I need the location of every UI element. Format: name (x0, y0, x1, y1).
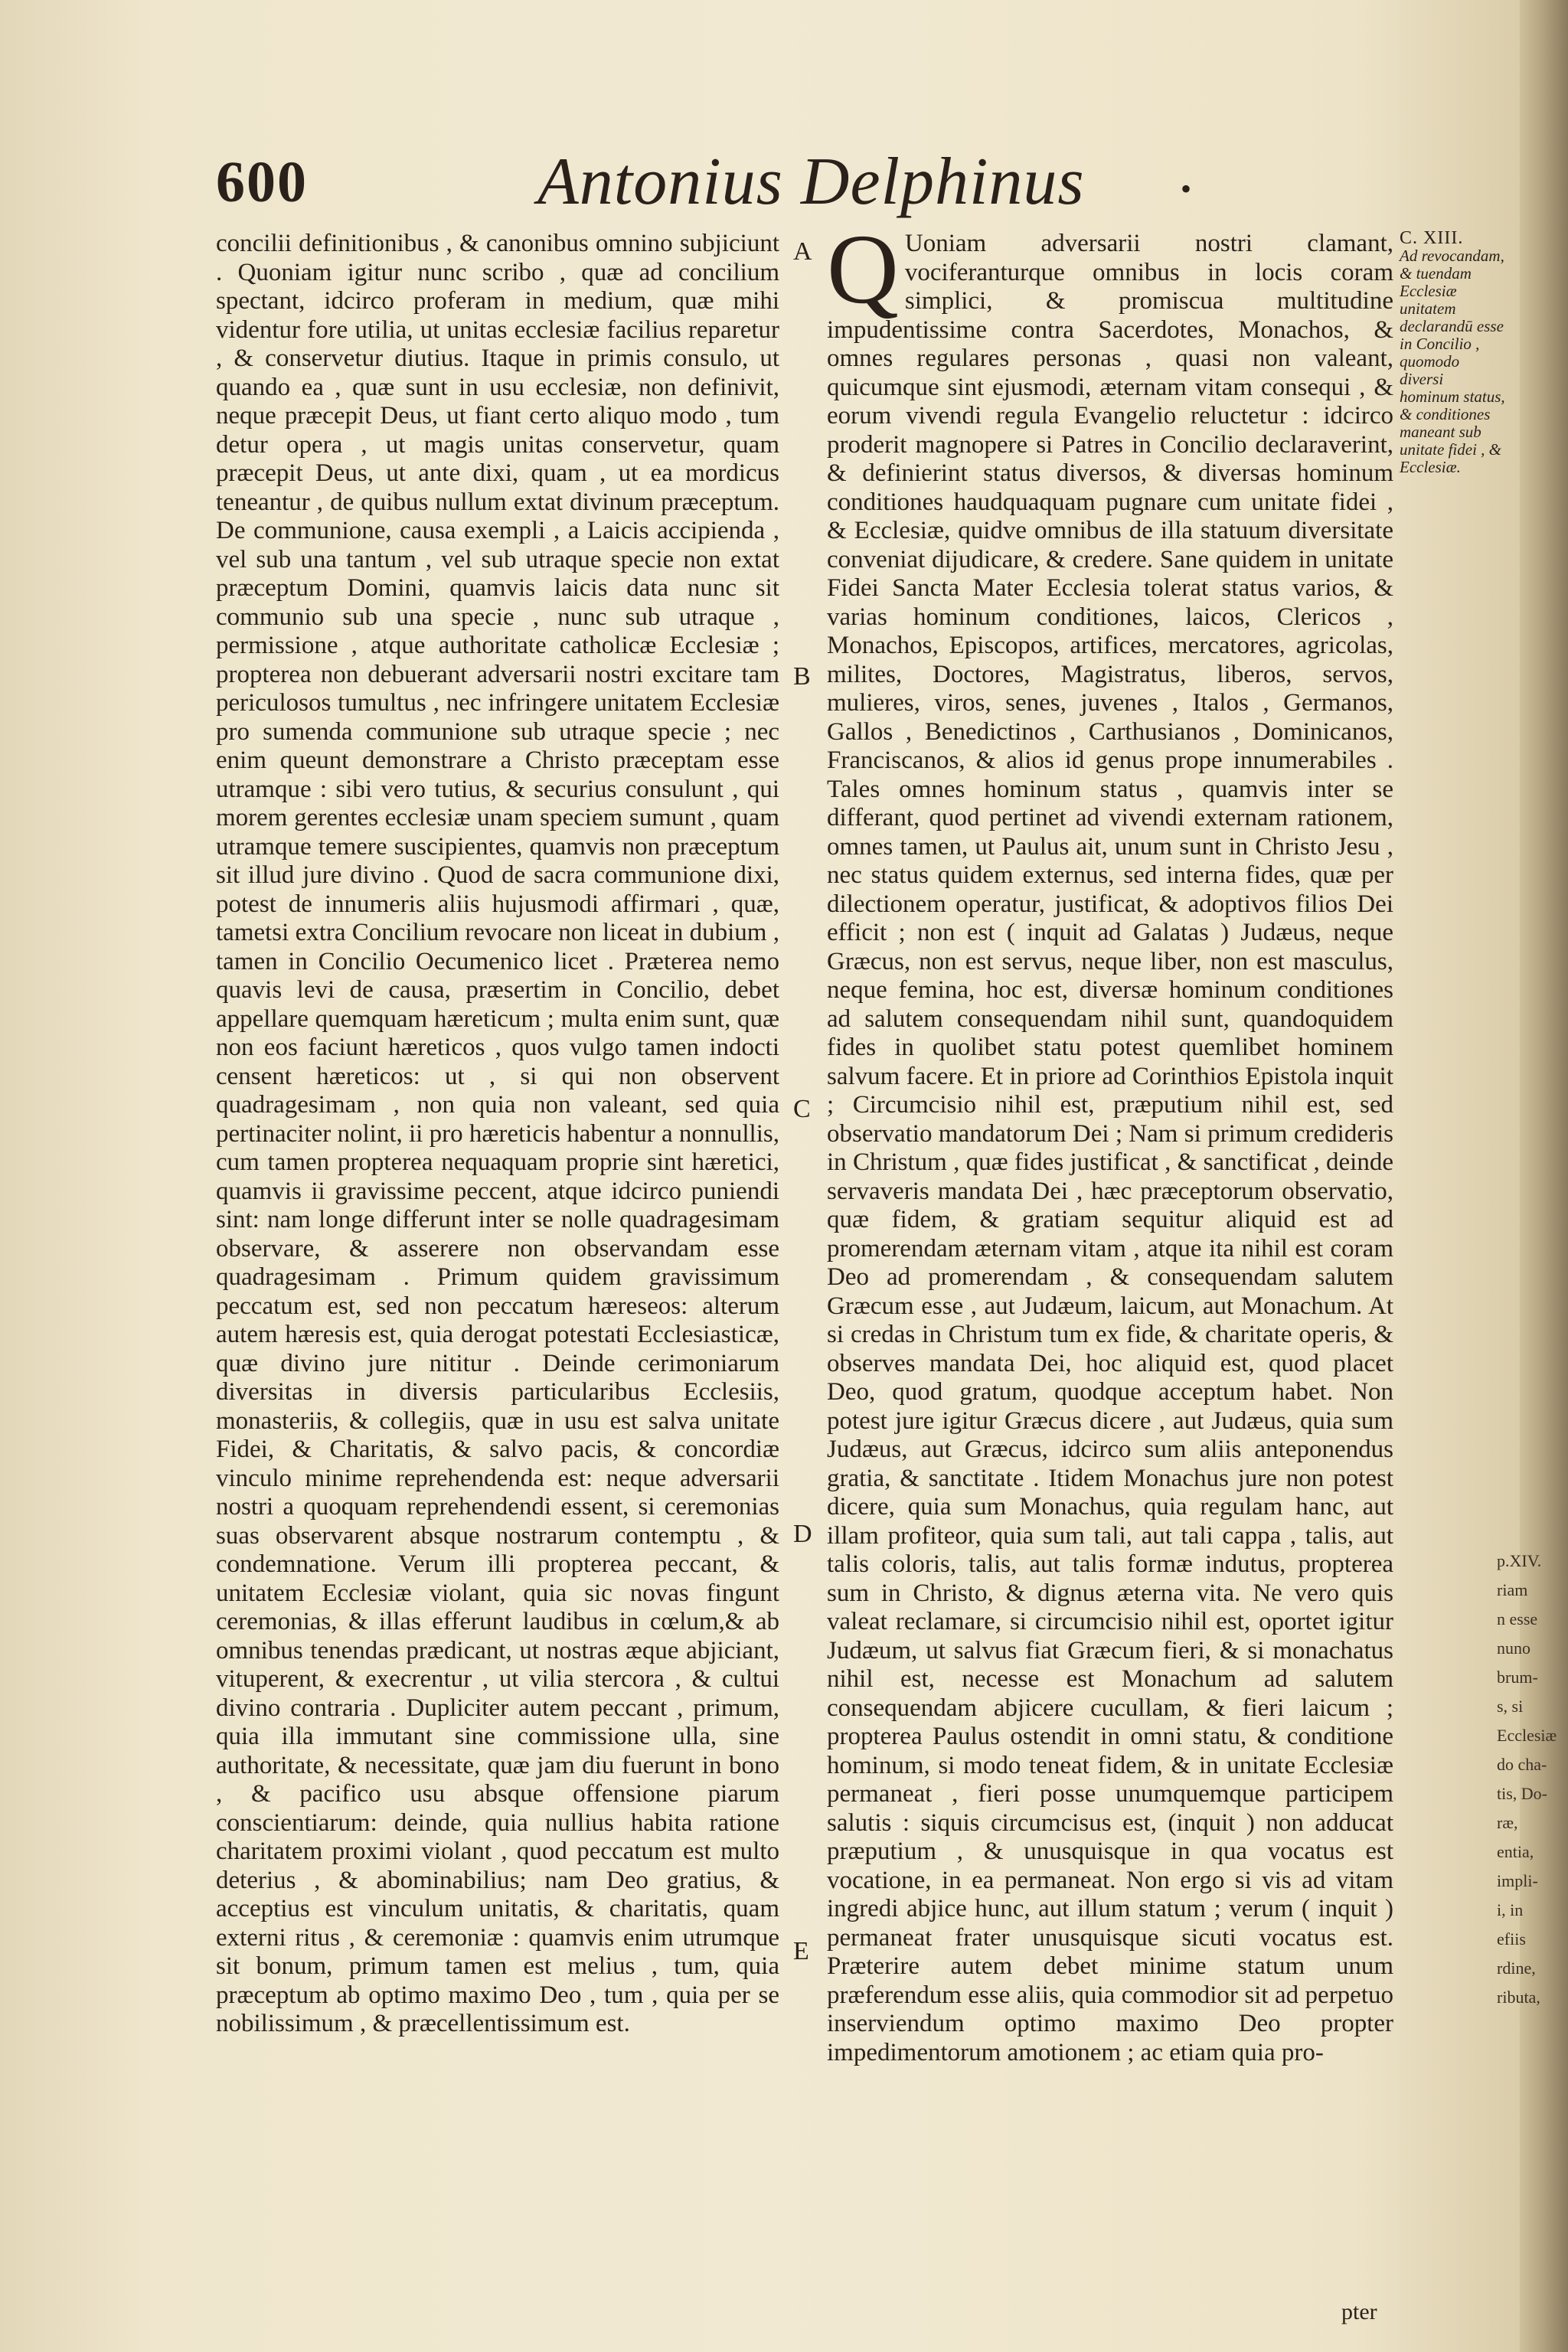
facing-line: impli- (1497, 1871, 1538, 1890)
facing-line: s, si (1497, 1697, 1524, 1716)
left-column (216, 230, 779, 2039)
chapter-number: C. XIII. (1400, 228, 1464, 248)
facing-line: nuno (1497, 1638, 1530, 1658)
right-column-paragraph (827, 214, 1393, 2067)
facing-line: ræ, (1497, 1813, 1518, 1832)
facing-line: entia, (1497, 1842, 1534, 1861)
facing-line: i, in (1497, 1900, 1524, 1919)
facing-line: efiis (1497, 1929, 1526, 1949)
page-number: 600 (216, 150, 308, 214)
section-letter-d: D (793, 1520, 812, 1548)
facing-line: p.XIV. (1497, 1551, 1542, 1570)
facing-line: rdine, (1497, 1958, 1536, 1978)
ornament-dot: • (1181, 172, 1192, 206)
facing-line: tis, Do- (1497, 1784, 1547, 1803)
right-column (827, 214, 1393, 2067)
section-letter-c: C (793, 1095, 811, 1123)
running-head: Antonius Delphinus (537, 145, 1085, 219)
right-column-text: Uoniam adversarii nostri clamant, vociferanturque omnibus in locis coram simplici, & promiscua multitudine impudentissime contra Sacerdotes, Monachos, & omnes regulares personas , quasi non valeant, quicumque sint ejusmodi, æternam vitam consequi , & eorum vivendi regula Evangelio reluctetur : idcirco proderit magnopere si Patres in Concilio declaraverint, & definierint status diversos, & diversas hominum conditiones haudquaquam pugnare cum unitate fidei , & Ecclesiæ, quidve omnibus de illa statuum diversitate conveniat dijudicare, & credere. Sane quidem in unitate Fidei Sancta Mater Ecclesia tolerat status varios, & varias hominum conditiones, laicos, Clericos , Monachos, Episcopos, artifices, mercatores, agricolas, milites, Doctores, Magistratus, liberos, servos, mulieres, viros, senes, juvenes , Italos , Germanos, Gallos , Benedictinos , Carthusianos , Dominicanos, Franciscanos, & alios id genus prope innumerabiles . Tales omnes hominum status , quamvis inter se differant, quod pertinet ad vivendi externam rationem, omnes tamen, ut Paulus ait, unum sunt in Christo Jesu , nec status quidem externus, sed interna fides, quæ per dilectionem operatur, justificat, & adoptivos filios Dei efficit ; non est ( inquit ad Galatas ) Judæus, neque Græcus, non est servus, neque liber, non est masculus, neque femina, hoc est, diversæ hominum conditiones ad salutem consequendam nihil sunt, quandoquidem fides in quolibet statu potest quemlibet hominem salvum facere. Et in priore ad Corinthios Epistola inquit ; Circumcisio nihil est, præputium nihil est, sed observatio mandatorum Dei ; Nam si primum credideris in Christum , quæ fides justificat , & sanctificat , deinde servaveris mandata Dei , hæc præceptorum observatio, quæ fidem, & gratiam sequitur aliquid est ad promerendam æternam vitam , atque ita nihil est coram Deo ad promerendam , & consequendam salutem Græcum esse , aut Judæum, laicum, aut Monachum. At si credas in Christum tum ex fide, & charitate operis, & observes mandata Dei, hoc aliquid est, quod placet Deo, quod gratum, quodque acceptum habet. Non potest jure igitur Græcus dicere , aut Judæus, quia sum Judæus, aut Græcus, idcirco sum aliis anteponendus gratia, & sanctitate . Itidem Monachus jure non potest dicere, quia sum Monachus, quia regulam hanc, aut illam profiteor, quia sum tali, aut tali cappa , talis, aut talis coloris, talis, aut talis formæ indutus, propterea sum in Christo, & dignus æterna vita. Ne vero quis valeat reclamare, si circumcisio nihil est, oportet igitur Judæum, ut salvus fiat Græcum fieri, & si monachatus nihil est, necesse est Monachum ad salutem consequendam abjicere cucullam, & fieri laicum ; propterea Paulus ostendit in omni statu, & conditione hominum, si modo teneat fidem, & in unitate Ecclesiæ permaneat , fieri posse unumquemque participem salutis : siquis circumcisus est, (inquit ) non adducat præputium , & unusquisque in qua vocatus est vocatione, in ea permaneat. Non ergo si vis ad vitam ingredi abjice hunc, aut illum statum ; verum ( inquit ) permaneat frater unusquisque sicuti vocatus est. Præterire autem debet minime statum unum præferendum esse aliis, quia commodior sit ad perpetuo inserviendum optimo maximo Deo propter impedimentorum amotionem ; ac etiam quia pro- (827, 230, 1393, 2066)
section-letter-b: B (793, 662, 811, 691)
left-column-text: concilii definitionibus , & canonibus omnino subjiciunt . Quoniam igitur nunc scribo , quæ ad concilium spectant, idcirco proferam in medium, quæ mihi videntur fore utilia, ut unitas ecclesiæ facilius reparetur , & conservetur diutius. Itaque in primis consulo, ut quando ea , quæ sunt in usu ecclesiæ, non definivit, neque præcepit Deus, ut fiant certo aliquo modo , tum detur opera , ut magis unitas conservetur, quam præcepit Deus, ut ante dixi, quam , ut ea mordicus teneantur , de quibus nullum extat divinum præceptum. De communione, causa exempli , a Laicis accipienda , vel sub una tantum , vel sub utraque specie non extat præceptum Domini, quamvis laicis data nunc sit communio sub una specie , nunc sub utraque , permissione , atque authoritate catholicæ Ecclesiæ ; propterea non debuerant adversarii nostri excitare tam periculosos tumultus , nec infringere unitatem Ecclesiæ pro sumenda communione sub utraque specie ; nec enim queunt demonstrare a Christo præceptam esse utramque : sibi vero tutius, & securius consulunt , qui morem gerentes ecclesiæ unam speciem sumunt , quam utramque temere suscipientes, quamvis non præceptum sit illud jure divino . Quod de sacra communione dixi, potest de innumeris aliis hujusmodi affirmari , quæ, tametsi extra Concilium revocare non liceat in dubium , tamen in Concilio Oecumenico licet . Præterea nemo quavis levi de causa, præsertim in Concilio, debet appellare quemquam hæreticum ; multa enim sunt, quæ non eos faciunt hæreticos , quos vulgo tamen indocti censent hæreticos: ut , si qui non observent quadragesimam , non quia non valeant, sed quia pertinaciter nolint, ii pro hæreticis habentur a nonnullis, cum tamen propterea nequaquam proprie sint hæretici, quamvis ii gravissime peccent, atque idcirco puniendi sint: nam longe differunt inter se nolle quadragesimam observare, & asserere non observandam esse quadragesimam . Primum quidem gravissimum peccatum est, sed non peccatum hæreseos: alterum autem hæresis est, quia derogat potestati Ecclesiasticæ, quæ divino jure nititur . Deinde cerimoniarum diversitas in diversis particularibus Ecclesiis, monasteriis, & collegiis, quæ in usu est salva unitate Fidei, & Charitatis, & salvo pacis, & concordiæ vinculo minime reprehendenda est: neque adversarii nostri a quoquam reprehendendi essent, si ceremonias suas observarent absque nostrarum contemptu , & condemnatione. Verum illi propterea peccant, & unitatem Ecclesiæ violant, quia sic novas fingunt ceremonias, & illas efferunt laudibus in cœlum,& ab omnibus tenendas prædicant, ut nostras æque abjiciant, vituperent, & execrentur , ut vilia stercora , & cultui divino contraria . Dupliciter autem peccant , primum, quia illa immutant sine commissione ulla, sine authoritate, & necessitate, quæ jam diu fuerunt in bono , & pacifico usu absque offensione piarum conscientiarum: deinde, quia nullius habita ratione charitatem proximi violant , quod peccatum est multo deterius , & abominabilius; nam Deo gratius, & acceptius est vinculum unitatis, & charitatis, quam externi ritus , & ceremoniæ : quamvis enim utrumque sit bonum, primum tamen est melius , tum, quia præceptum ab optimo maximo Deo , tum , quia per se nobilissimum , & præcellentissimum est. (216, 230, 779, 2037)
facing-line: do cha- (1497, 1755, 1547, 1774)
drop-cap: Q (827, 214, 899, 325)
facing-line: ributa, (1497, 1988, 1540, 2007)
facing-page-margin (1497, 1547, 1566, 2197)
facing-line: riam (1497, 1580, 1528, 1599)
facing-line: Ecclesiæ (1497, 1726, 1557, 1745)
catchword: pter (1341, 2299, 1377, 2324)
section-letter-e: E (793, 1937, 809, 1965)
facing-line: n esse (1497, 1609, 1538, 1628)
section-letter-a: A (793, 237, 812, 266)
margin-note (1400, 230, 1507, 476)
margin-note-text: Ad revocandam, & tuendam Ecclesiæ unitatem declarandū esse in Concilio , quomodo diversi hominum status, & conditiones maneant sub unitate fidei , & Ecclesiæ. (1400, 247, 1505, 476)
facing-line: brum- (1497, 1668, 1538, 1687)
